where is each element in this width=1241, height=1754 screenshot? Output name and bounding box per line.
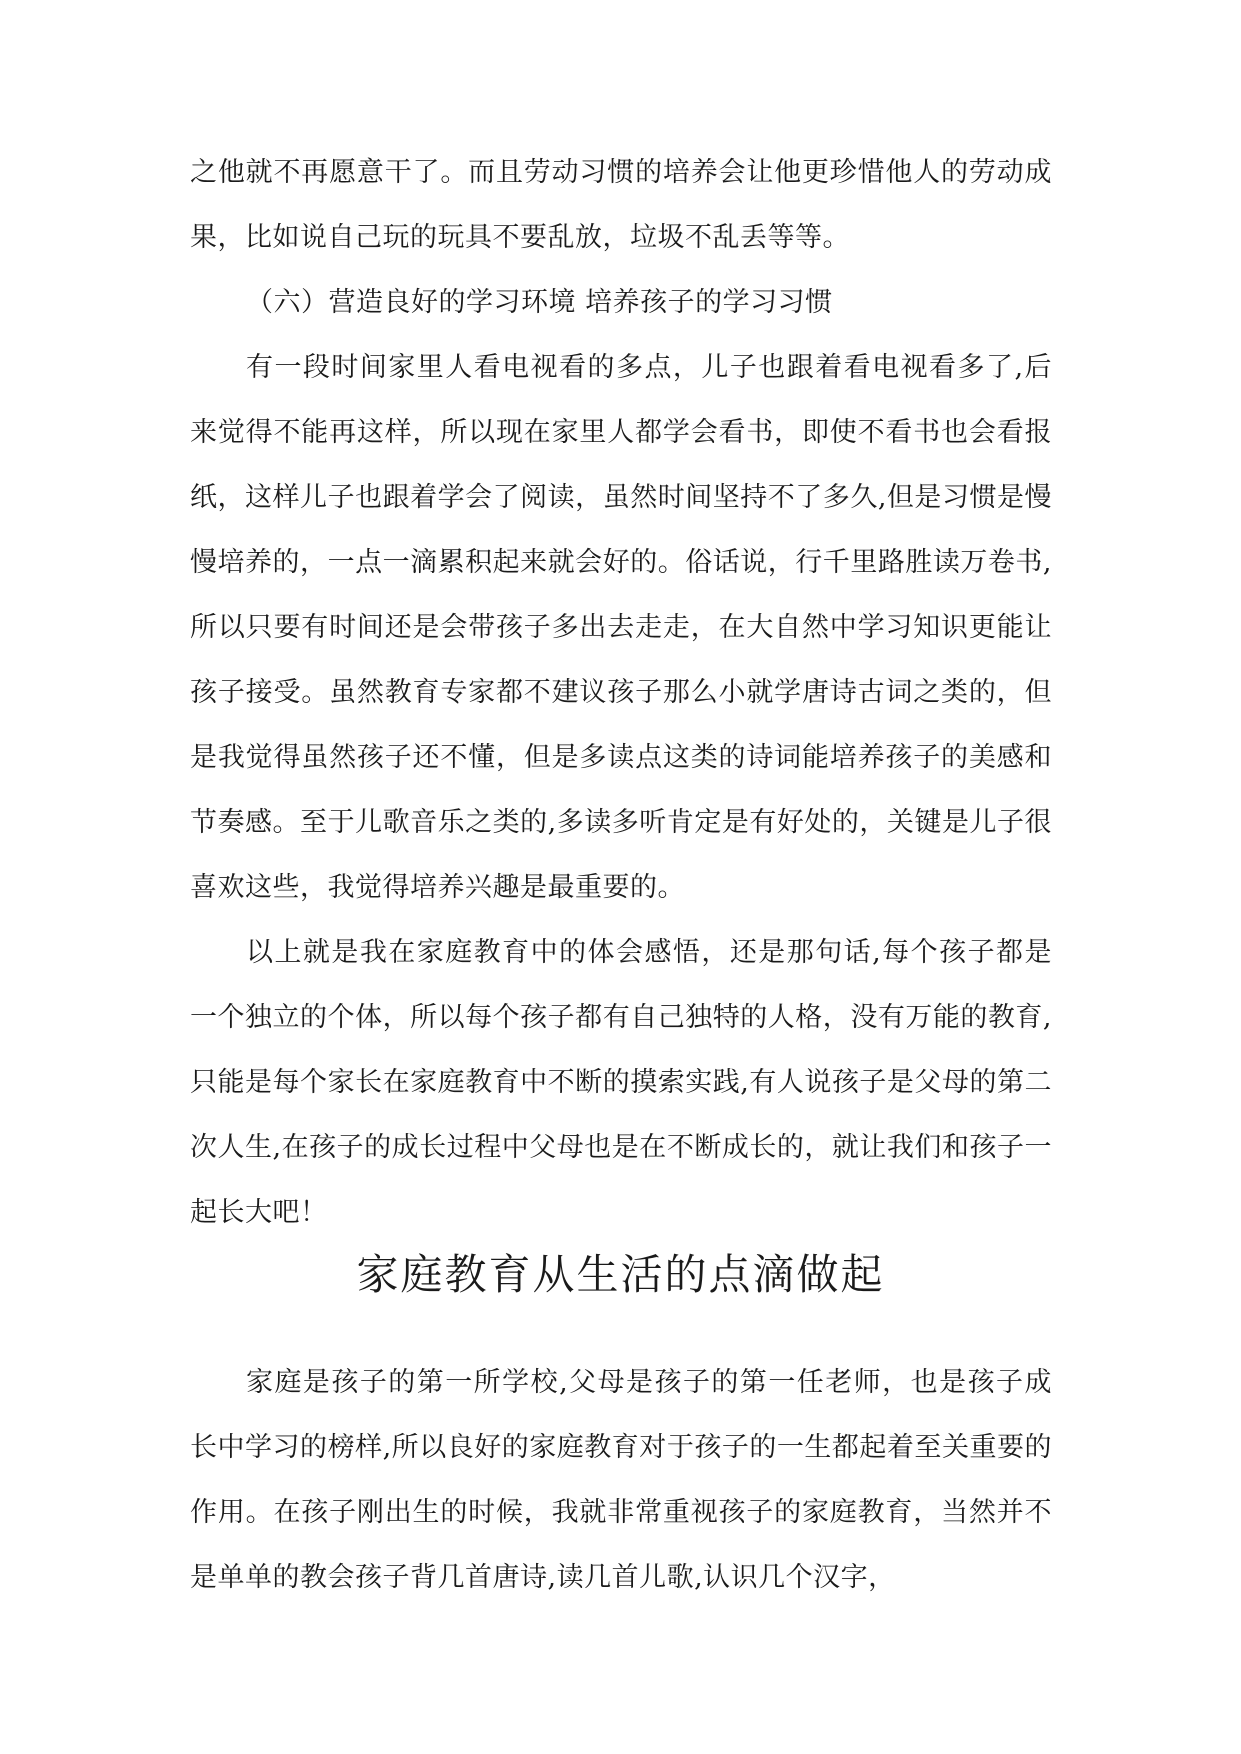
subheading-six: （六）营造良好的学习环境 培养孩子的学习习惯 (246, 287, 833, 318)
section-2 (190, 1350, 1052, 1610)
paragraph-intro: 家庭是孩子的第一所学校,父母是孩子的第一任老师，也是孩子成长中学习的榜样,所以良好的家庭教育对于孩子的一生都起着至关重要的作用。在孩子刚出生的时候，我就非常重视孩子的家庭教育，当然并不是单单的教会孩子背几首唐诗,读几首儿歌,认识几个汉字， (190, 1367, 1052, 1593)
paragraph-continuation: 之他就不再愿意干了。而且劳动习惯的培养会让他更珍惜他人的劳动成果，比如说自己玩的玩具不要乱放，垃圾不乱丢等等。 (190, 157, 1052, 253)
paragraph-conclusion: 以上就是我在家庭教育中的体会感悟，还是那句话,每个孩子都是一个独立的个体，所以每个孩子都有自己独特的人格，没有万能的教育,只能是每个家长在家庭教育中不断的摸索实践,有人说孩子是父母的第二次人生,在孩子的成长过程中父母也是在不断成长的，就让我们和孩子一起长大吧！ (190, 937, 1052, 1228)
section-1 (190, 140, 1052, 1245)
paragraph-reading: 有一段时间家里人看电视看的多点，儿子也跟着看电视看多了,后来觉得不能再这样，所以现在家里人都学会看书，即使不看书也会看报纸，这样儿子也跟着学会了阅读，虽然时间坚持不了多久,但是习惯是慢慢培养的，一点一滴累积起来就会好的。俗话说，行千里路胜读万卷书,所以只要有时间还是会带孩子多出去走走，在大自然中学习知识更能让孩子接受。虽然教育专家都不建议孩子那么小就学唐诗古词之类的，但是我觉得虽然孩子还不懂，但是多读点这类的诗词能培养孩子的美感和节奏感。至于儿歌音乐之类的,多读多听肯定是有好处的，关键是儿子很喜欢这些，我觉得培养兴趣是最重要的。 (190, 352, 1052, 903)
article-title: 家庭教育从生活的点滴做起 (356, 1250, 885, 1299)
